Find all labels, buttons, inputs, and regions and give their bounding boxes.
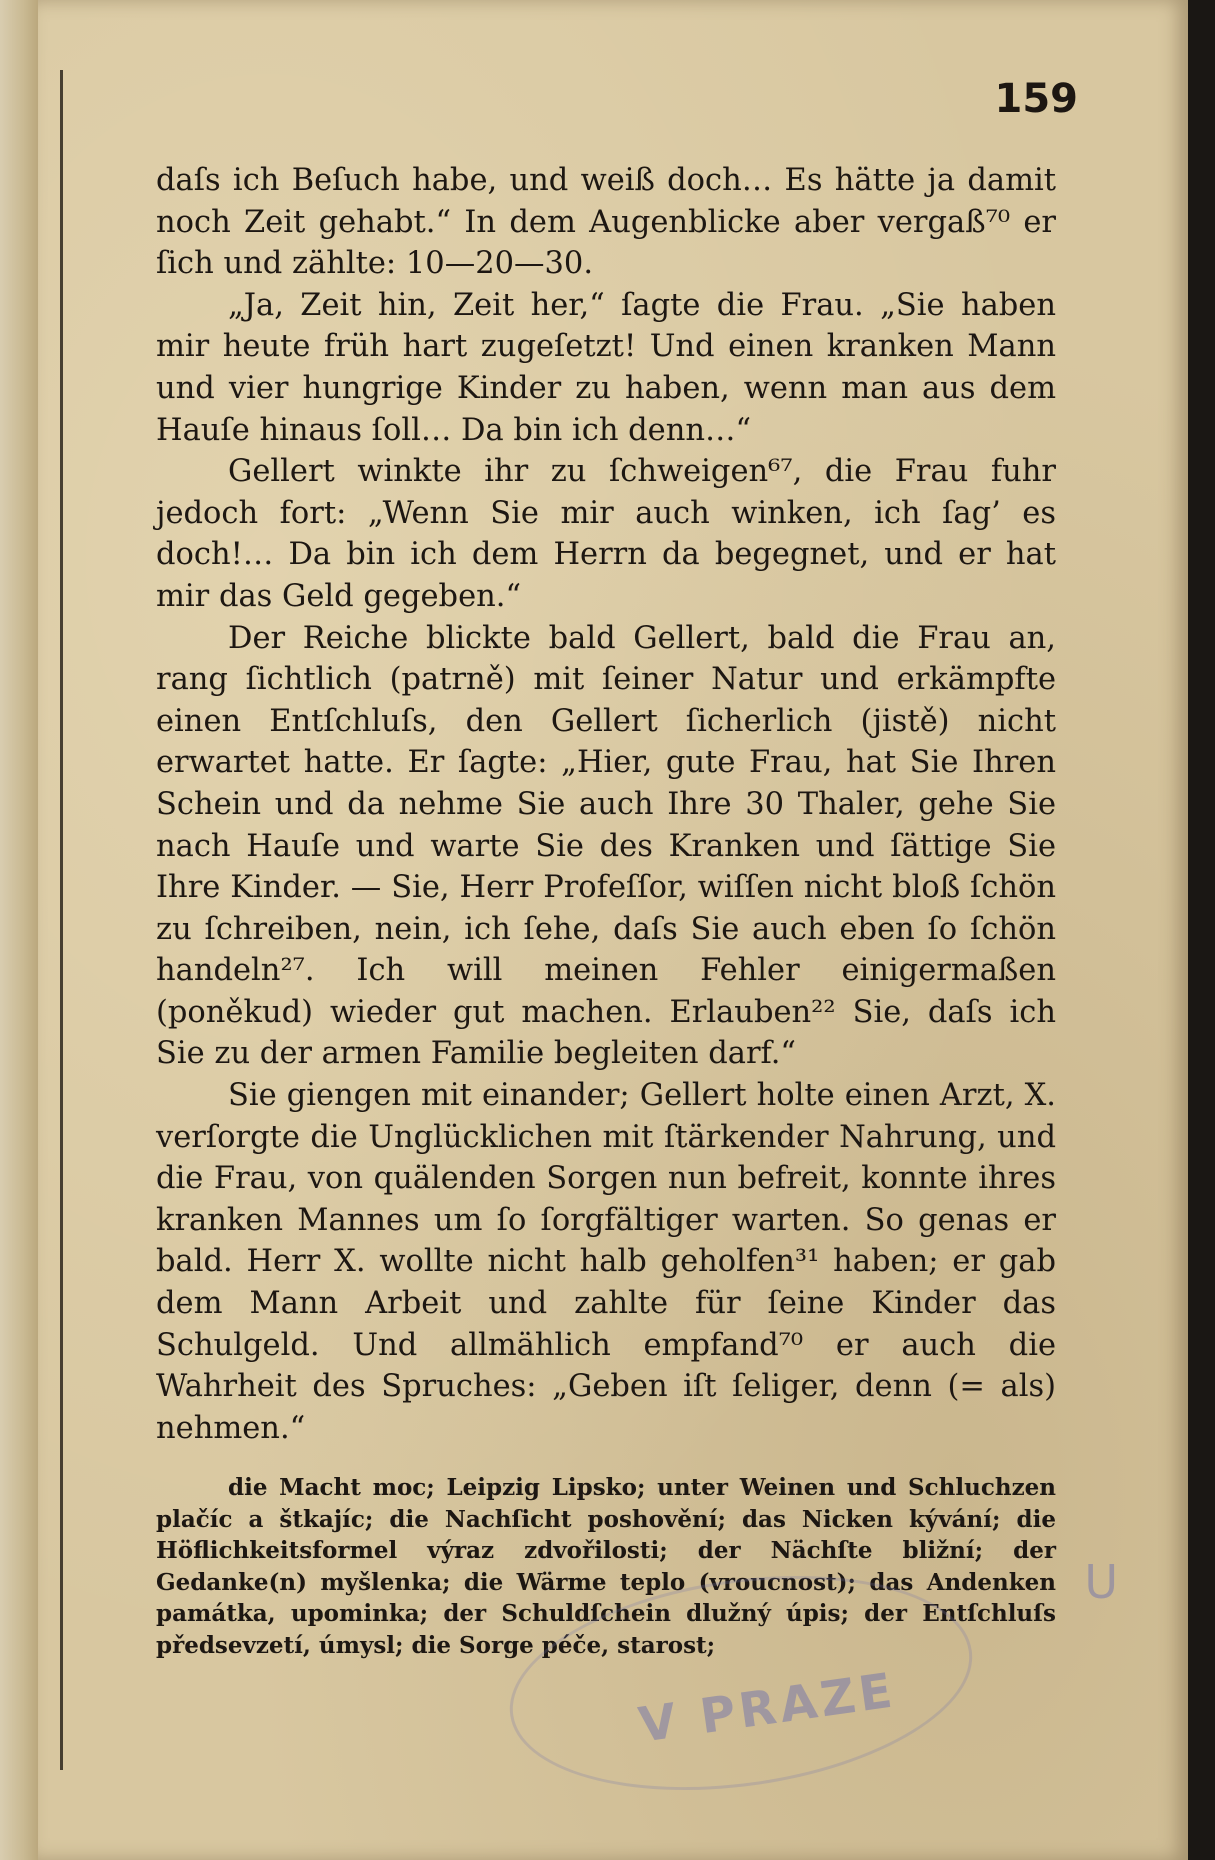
paragraph-3: Gellert winkte ihr zu ſchweigen⁶⁷, die Frau fuhr jedoch fort: „Wenn Sie mir auch winken, ich ſag’ es doch!… Da bin ich dem Herrn da begegnet, und er hat mir das Geld gegeben.“	[156, 454, 1056, 614]
scan-edge	[0, 0, 40, 1860]
paragraph-2: „Ja, Zeit hin, Zeit her,“ ſagte die Frau. „Sie haben mir heute früh hart zugeſetzt! Und einen kranken Mann und vier hungrige Kinder zu haben, wenn man aus dem Hauſe hinaus ſoll… Da bin ich denn…“	[156, 287, 1056, 448]
paragraph-1: daſs ich Beſuch habe, und weiß doch… Es hätte ja damit noch Zeit gehabt.“ In dem Augenblicke aber vergaß⁷⁰ er ſich und zählte: 10—20—30.	[156, 163, 1056, 282]
vocabulary-footnotes: die Macht moc; Leipzig Lipsko; unter Weinen und Schluchzen plačíc a štkajíc; die Nachſicht poshovění; das Nicken kývání; die Höflichkeitsformel výraz zdvořilosti; der Nächſte bližní; der Gedanke(n) myšlenka; die Wärme teplo (vroucnost); das Andenken památka, upominka; der Schuldſchein dlužný úpis; der Entſchluſs předsevzetí, úmysl; die Sorge péče, starost;	[156, 1474, 1056, 1659]
body-text	[156, 160, 1056, 1449]
stamp-margin-mark: U	[1084, 1555, 1118, 1609]
paragraph-4: Der Reiche blickte bald Gellert, bald die Frau an, rang ſichtlich (patrně) mit ſeiner Natur und erkämpfte einen Entſchluſs, den Gellert ſicherlich (jistě) nicht erwartet hatte. Er ſagte: „Hier, gute Frau, hat Sie Ihren Schein und da nehme Sie auch Ihre 30 Thaler, gehe Sie nach Hauſe und warte Sie des Kranken und ſättige Sie Ihre Kinder. — Sie, Herr Profeſſor, wiſſen nicht bloß ſchön zu ſchreiben, nein, ich ſehe, daſs Sie auch eben ſo ſchön handeln²⁷. Ich will meinen Fehler einigermaßen (poněkud) wieder gut machen. Erlauben²² Sie, daſs ich Sie zu der armen Familie begleiten darf.“	[156, 620, 1056, 1072]
binding-line	[60, 70, 63, 1770]
paragraph-5: Sie giengen mit einander; Gellert holte einen Arzt, X. verſorgte die Unglücklichen mit ſtärkender Nahrung, und die Frau, von quälenden Sorgen nun befreit, konnte ihres kranken Mannes um ſo ſorgfältiger warten. So genas er bald. Herr X. wollte nicht halb geholfen³¹ haben; er gab dem Mann Arbeit und zahlte für ſeine Kinder das Schulgeld. Und allmählich empfand⁷⁰ er auch die Wahrheit des Spruches: „Geben iſt ſeliger, denn (= als) nehmen.“	[156, 1078, 1056, 1446]
library-stamp: V PRAZE	[635, 1662, 900, 1754]
book-page	[38, 0, 1188, 1860]
page-number: 159	[994, 76, 1078, 122]
